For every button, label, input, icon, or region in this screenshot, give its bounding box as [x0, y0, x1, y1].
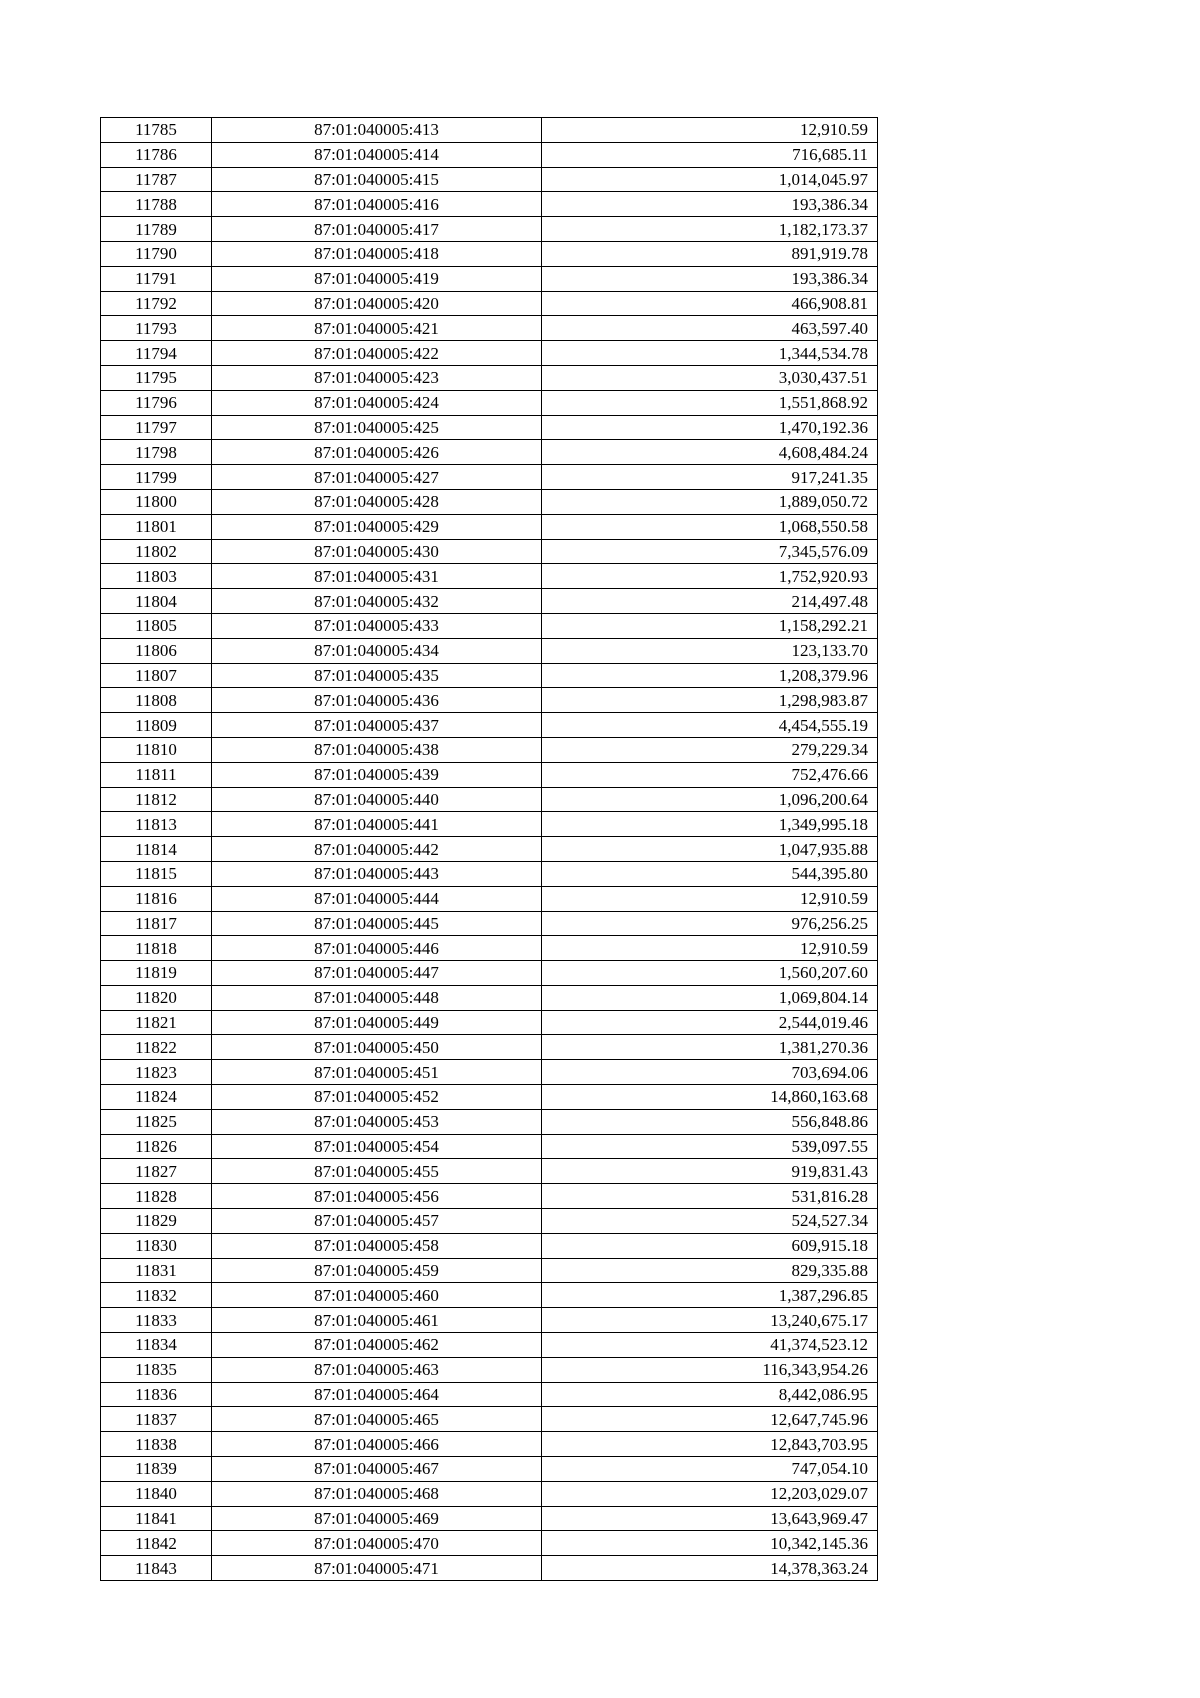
table-row	[101, 489, 878, 514]
table-row	[101, 1134, 878, 1159]
row-number-cell: 11842	[101, 1531, 212, 1556]
row-number-cell: 11835	[101, 1357, 212, 1382]
row-number-cell: 11787	[101, 167, 212, 192]
value-cell: 214,497.48	[542, 589, 878, 614]
row-number-cell: 11818	[101, 936, 212, 961]
table-row	[101, 1258, 878, 1283]
value-cell: 12,910.59	[542, 936, 878, 961]
row-number-cell: 11840	[101, 1481, 212, 1506]
table-row	[101, 1382, 878, 1407]
table-row	[101, 911, 878, 936]
row-number-cell: 11796	[101, 390, 212, 415]
cadastral-number-cell: 87:01:040005:427	[212, 465, 542, 490]
table-row	[101, 1060, 878, 1085]
table-row	[101, 613, 878, 638]
value-cell: 1,381,270.36	[542, 1035, 878, 1060]
value-cell: 10,342,145.36	[542, 1531, 878, 1556]
table-row	[101, 167, 878, 192]
value-cell: 279,229.34	[542, 737, 878, 762]
row-number-cell: 11820	[101, 985, 212, 1010]
value-cell: 12,843,703.95	[542, 1432, 878, 1457]
row-number-cell: 11793	[101, 316, 212, 341]
cadastral-number-cell: 87:01:040005:438	[212, 737, 542, 762]
value-cell: 8,442,086.95	[542, 1382, 878, 1407]
table-row	[101, 589, 878, 614]
cadastral-number-cell: 87:01:040005:460	[212, 1283, 542, 1308]
row-number-cell: 11828	[101, 1184, 212, 1209]
table-row	[101, 713, 878, 738]
cadastral-number-cell: 87:01:040005:424	[212, 390, 542, 415]
cadastral-number-cell: 87:01:040005:471	[212, 1556, 542, 1581]
cadastral-number-cell: 87:01:040005:426	[212, 440, 542, 465]
table-row	[101, 118, 878, 143]
row-number-cell: 11786	[101, 142, 212, 167]
cadastral-number-cell: 87:01:040005:453	[212, 1109, 542, 1134]
table-row	[101, 638, 878, 663]
table-row	[101, 1506, 878, 1531]
value-cell: 1,096,200.64	[542, 787, 878, 812]
cadastral-number-cell: 87:01:040005:452	[212, 1085, 542, 1110]
table-row	[101, 861, 878, 886]
row-number-cell: 11797	[101, 415, 212, 440]
value-cell: 524,527.34	[542, 1209, 878, 1234]
table-row	[101, 762, 878, 787]
table-row	[101, 886, 878, 911]
row-number-cell: 11822	[101, 1035, 212, 1060]
table-row	[101, 663, 878, 688]
cadastral-number-cell: 87:01:040005:462	[212, 1333, 542, 1358]
row-number-cell: 11838	[101, 1432, 212, 1457]
row-number-cell: 11799	[101, 465, 212, 490]
row-number-cell: 11807	[101, 663, 212, 688]
value-cell: 13,240,675.17	[542, 1308, 878, 1333]
value-cell: 609,915.18	[542, 1233, 878, 1258]
cadastral-number-cell: 87:01:040005:465	[212, 1407, 542, 1432]
row-number-cell: 11836	[101, 1382, 212, 1407]
row-number-cell: 11812	[101, 787, 212, 812]
cadastral-number-cell: 87:01:040005:417	[212, 217, 542, 242]
cadastral-number-cell: 87:01:040005:425	[212, 415, 542, 440]
value-cell: 466,908.81	[542, 291, 878, 316]
cadastral-number-cell: 87:01:040005:439	[212, 762, 542, 787]
value-cell: 193,386.34	[542, 266, 878, 291]
row-number-cell: 11790	[101, 241, 212, 266]
cadastral-number-cell: 87:01:040005:466	[212, 1432, 542, 1457]
value-cell: 1,069,804.14	[542, 985, 878, 1010]
value-cell: 193,386.34	[542, 192, 878, 217]
value-cell: 1,047,935.88	[542, 837, 878, 862]
value-cell: 3,030,437.51	[542, 365, 878, 390]
value-cell: 1,470,192.36	[542, 415, 878, 440]
value-cell: 12,203,029.07	[542, 1481, 878, 1506]
value-cell: 1,298,983.87	[542, 688, 878, 713]
value-cell: 7,345,576.09	[542, 539, 878, 564]
row-number-cell: 11792	[101, 291, 212, 316]
row-number-cell: 11804	[101, 589, 212, 614]
cadastral-number-cell: 87:01:040005:470	[212, 1531, 542, 1556]
cadastral-number-cell: 87:01:040005:413	[212, 118, 542, 143]
cadastral-number-cell: 87:01:040005:454	[212, 1134, 542, 1159]
row-number-cell: 11841	[101, 1506, 212, 1531]
cadastral-number-cell: 87:01:040005:435	[212, 663, 542, 688]
cadastral-number-cell: 87:01:040005:451	[212, 1060, 542, 1085]
cadastral-number-cell: 87:01:040005:464	[212, 1382, 542, 1407]
row-number-cell: 11814	[101, 837, 212, 862]
row-number-cell: 11805	[101, 613, 212, 638]
row-number-cell: 11806	[101, 638, 212, 663]
table-row	[101, 217, 878, 242]
table-row	[101, 812, 878, 837]
row-number-cell: 11789	[101, 217, 212, 242]
table-row	[101, 291, 878, 316]
table-row	[101, 415, 878, 440]
row-number-cell: 11809	[101, 713, 212, 738]
row-number-cell: 11831	[101, 1258, 212, 1283]
cadastral-number-cell: 87:01:040005:443	[212, 861, 542, 886]
row-number-cell: 11808	[101, 688, 212, 713]
row-number-cell: 11825	[101, 1109, 212, 1134]
value-cell: 1,551,868.92	[542, 390, 878, 415]
table-row	[101, 1333, 878, 1358]
row-number-cell: 11794	[101, 341, 212, 366]
value-cell: 747,054.10	[542, 1457, 878, 1482]
value-cell: 14,860,163.68	[542, 1085, 878, 1110]
table-row	[101, 1085, 878, 1110]
row-number-cell: 11802	[101, 539, 212, 564]
cadastral-number-cell: 87:01:040005:463	[212, 1357, 542, 1382]
value-cell: 919,831.43	[542, 1159, 878, 1184]
value-cell: 531,816.28	[542, 1184, 878, 1209]
cadastral-number-cell: 87:01:040005:420	[212, 291, 542, 316]
row-number-cell: 11826	[101, 1134, 212, 1159]
table-row	[101, 1481, 878, 1506]
value-cell: 556,848.86	[542, 1109, 878, 1134]
table-row	[101, 192, 878, 217]
cadastral-number-cell: 87:01:040005:430	[212, 539, 542, 564]
cadastral-number-cell: 87:01:040005:441	[212, 812, 542, 837]
value-cell: 1,014,045.97	[542, 167, 878, 192]
value-cell: 976,256.25	[542, 911, 878, 936]
table-row	[101, 564, 878, 589]
value-cell: 891,919.78	[542, 241, 878, 266]
table-row	[101, 737, 878, 762]
table-row	[101, 1010, 878, 1035]
cadastral-number-cell: 87:01:040005:418	[212, 241, 542, 266]
row-number-cell: 11801	[101, 514, 212, 539]
row-number-cell: 11837	[101, 1407, 212, 1432]
cadastral-number-cell: 87:01:040005:469	[212, 1506, 542, 1531]
table-row	[101, 1109, 878, 1134]
cadastral-number-cell: 87:01:040005:456	[212, 1184, 542, 1209]
row-number-cell: 11824	[101, 1085, 212, 1110]
row-number-cell: 11803	[101, 564, 212, 589]
table-row	[101, 936, 878, 961]
row-number-cell: 11821	[101, 1010, 212, 1035]
cadastral-number-cell: 87:01:040005:440	[212, 787, 542, 812]
cadastral-number-cell: 87:01:040005:448	[212, 985, 542, 1010]
row-number-cell: 11785	[101, 118, 212, 143]
cadastral-number-cell: 87:01:040005:446	[212, 936, 542, 961]
data-table	[100, 117, 878, 1581]
row-number-cell: 11815	[101, 861, 212, 886]
table-body	[101, 118, 878, 1581]
table-row	[101, 1457, 878, 1482]
table-row	[101, 514, 878, 539]
value-cell: 752,476.66	[542, 762, 878, 787]
cadastral-number-cell: 87:01:040005:458	[212, 1233, 542, 1258]
table-row	[101, 465, 878, 490]
value-cell: 703,694.06	[542, 1060, 878, 1085]
row-number-cell: 11813	[101, 812, 212, 837]
cadastral-number-cell: 87:01:040005:461	[212, 1308, 542, 1333]
value-cell: 12,910.59	[542, 118, 878, 143]
table-row	[101, 316, 878, 341]
cadastral-number-cell: 87:01:040005:421	[212, 316, 542, 341]
cadastral-number-cell: 87:01:040005:457	[212, 1209, 542, 1234]
table-row	[101, 1357, 878, 1382]
value-cell: 829,335.88	[542, 1258, 878, 1283]
value-cell: 4,454,555.19	[542, 713, 878, 738]
cadastral-number-cell: 87:01:040005:423	[212, 365, 542, 390]
row-number-cell: 11795	[101, 365, 212, 390]
row-number-cell: 11827	[101, 1159, 212, 1184]
table-row	[101, 1233, 878, 1258]
cadastral-number-cell: 87:01:040005:433	[212, 613, 542, 638]
cadastral-number-cell: 87:01:040005:437	[212, 713, 542, 738]
value-cell: 2,544,019.46	[542, 1010, 878, 1035]
cadastral-number-cell: 87:01:040005:436	[212, 688, 542, 713]
cadastral-number-cell: 87:01:040005:467	[212, 1457, 542, 1482]
value-cell: 544,395.80	[542, 861, 878, 886]
table-row	[101, 241, 878, 266]
cadastral-number-cell: 87:01:040005:459	[212, 1258, 542, 1283]
value-cell: 1,068,550.58	[542, 514, 878, 539]
table-row	[101, 1035, 878, 1060]
row-number-cell: 11810	[101, 737, 212, 762]
cadastral-number-cell: 87:01:040005:432	[212, 589, 542, 614]
table-row	[101, 1432, 878, 1457]
row-number-cell: 11816	[101, 886, 212, 911]
value-cell: 1,889,050.72	[542, 489, 878, 514]
cadastral-number-cell: 87:01:040005:468	[212, 1481, 542, 1506]
cadastral-number-cell: 87:01:040005:428	[212, 489, 542, 514]
value-cell: 1,182,173.37	[542, 217, 878, 242]
value-cell: 13,643,969.47	[542, 1506, 878, 1531]
table-row	[101, 1283, 878, 1308]
value-cell: 14,378,363.24	[542, 1556, 878, 1581]
row-number-cell: 11819	[101, 961, 212, 986]
cadastral-number-cell: 87:01:040005:431	[212, 564, 542, 589]
row-number-cell: 11833	[101, 1308, 212, 1333]
cadastral-number-cell: 87:01:040005:445	[212, 911, 542, 936]
table-row	[101, 142, 878, 167]
cadastral-number-cell: 87:01:040005:419	[212, 266, 542, 291]
row-number-cell: 11829	[101, 1209, 212, 1234]
row-number-cell: 11798	[101, 440, 212, 465]
value-cell: 116,343,954.26	[542, 1357, 878, 1382]
value-cell: 1,387,296.85	[542, 1283, 878, 1308]
cadastral-number-cell: 87:01:040005:450	[212, 1035, 542, 1060]
cadastral-number-cell: 87:01:040005:442	[212, 837, 542, 862]
cadastral-number-cell: 87:01:040005:415	[212, 167, 542, 192]
table-row	[101, 341, 878, 366]
value-cell: 539,097.55	[542, 1134, 878, 1159]
row-number-cell: 11843	[101, 1556, 212, 1581]
cadastral-number-cell: 87:01:040005:422	[212, 341, 542, 366]
value-cell: 4,608,484.24	[542, 440, 878, 465]
row-number-cell: 11830	[101, 1233, 212, 1258]
row-number-cell: 11791	[101, 266, 212, 291]
cadastral-number-cell: 87:01:040005:416	[212, 192, 542, 217]
table-row	[101, 1531, 878, 1556]
value-cell: 1,158,292.21	[542, 613, 878, 638]
value-cell: 1,208,379.96	[542, 663, 878, 688]
row-number-cell: 11800	[101, 489, 212, 514]
table-row	[101, 688, 878, 713]
table-row	[101, 1556, 878, 1581]
value-cell: 1,349,995.18	[542, 812, 878, 837]
cadastral-number-cell: 87:01:040005:449	[212, 1010, 542, 1035]
table-row	[101, 787, 878, 812]
row-number-cell: 11834	[101, 1333, 212, 1358]
value-cell: 1,752,920.93	[542, 564, 878, 589]
table-row	[101, 1308, 878, 1333]
row-number-cell: 11788	[101, 192, 212, 217]
row-number-cell: 11811	[101, 762, 212, 787]
cadastral-number-cell: 87:01:040005:447	[212, 961, 542, 986]
value-cell: 716,685.11	[542, 142, 878, 167]
cadastral-number-cell: 87:01:040005:429	[212, 514, 542, 539]
table-row	[101, 365, 878, 390]
table-row	[101, 1159, 878, 1184]
table-row	[101, 390, 878, 415]
row-number-cell: 11817	[101, 911, 212, 936]
row-number-cell: 11832	[101, 1283, 212, 1308]
table-row	[101, 539, 878, 564]
table-row	[101, 1407, 878, 1432]
table-row	[101, 837, 878, 862]
value-cell: 917,241.35	[542, 465, 878, 490]
table-row	[101, 1184, 878, 1209]
row-number-cell: 11839	[101, 1457, 212, 1482]
value-cell: 1,344,534.78	[542, 341, 878, 366]
cadastral-number-cell: 87:01:040005:414	[212, 142, 542, 167]
cadastral-number-cell: 87:01:040005:434	[212, 638, 542, 663]
value-cell: 123,133.70	[542, 638, 878, 663]
value-cell: 1,560,207.60	[542, 961, 878, 986]
table-row	[101, 1209, 878, 1234]
value-cell: 12,647,745.96	[542, 1407, 878, 1432]
table-row	[101, 985, 878, 1010]
row-number-cell: 11823	[101, 1060, 212, 1085]
cadastral-number-cell: 87:01:040005:444	[212, 886, 542, 911]
value-cell: 463,597.40	[542, 316, 878, 341]
value-cell: 41,374,523.12	[542, 1333, 878, 1358]
cadastral-number-cell: 87:01:040005:455	[212, 1159, 542, 1184]
table-row	[101, 440, 878, 465]
table-row	[101, 266, 878, 291]
value-cell: 12,910.59	[542, 886, 878, 911]
table-row	[101, 961, 878, 986]
